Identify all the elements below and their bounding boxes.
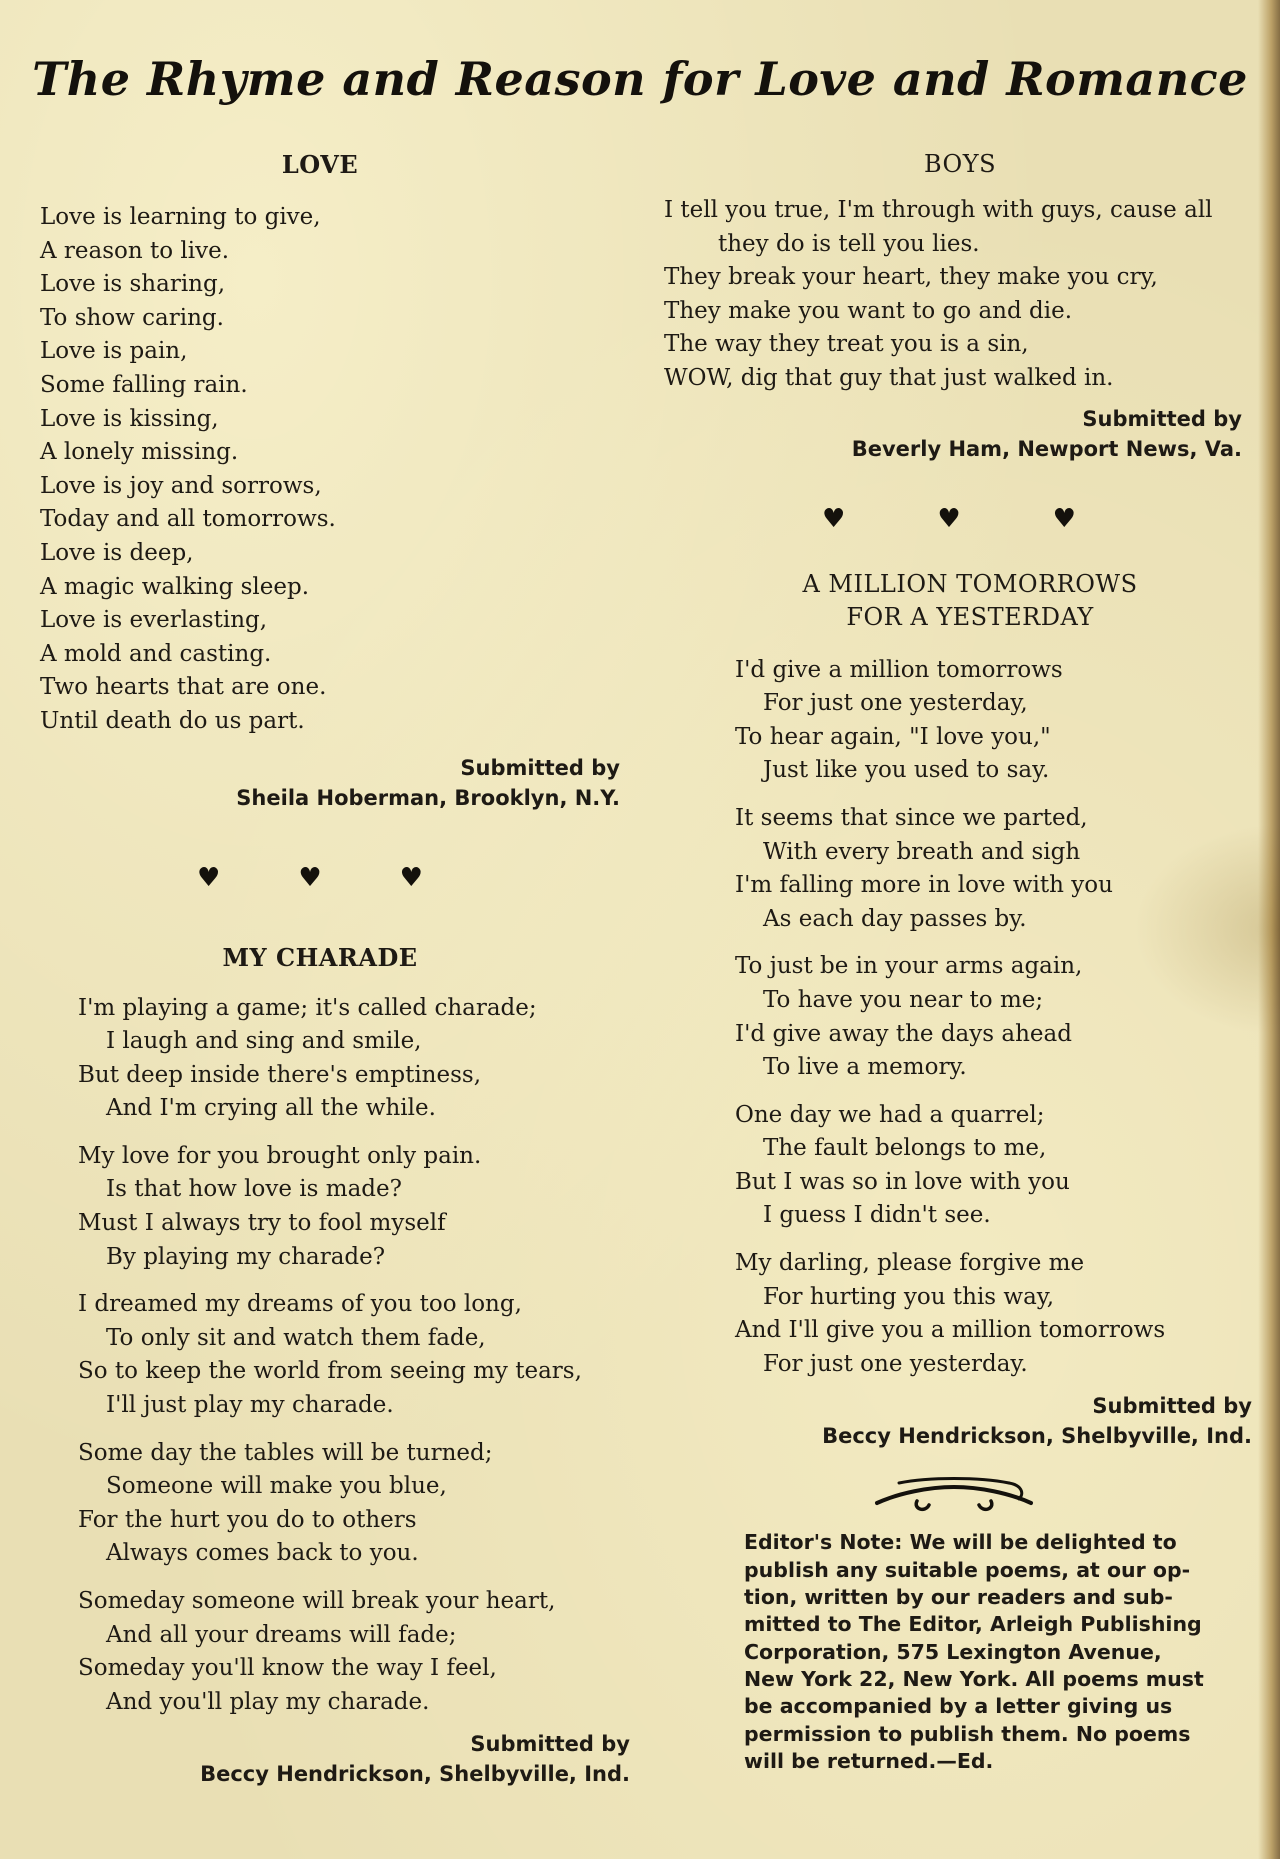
- stanza: [78, 1140, 630, 1274]
- poem-line: With every breath and sigh: [763, 838, 1081, 865]
- poem-lines-boys: [664, 194, 1260, 396]
- poem-line: Someday someone will break your heart,: [78, 1588, 556, 1614]
- right-column: [660, 150, 1260, 1775]
- poem-line: By playing my charade?: [106, 1243, 386, 1270]
- heart-icon: ♥: [822, 503, 846, 534]
- poem-line: Love is pain,: [40, 338, 188, 365]
- poem-line: They make you want to go and die.: [664, 297, 1073, 324]
- editor-note-line: permission to publish them. No poems: [744, 1721, 1191, 1746]
- scroll-ornament-icon: [869, 1473, 1039, 1519]
- stanza: [735, 802, 1260, 936]
- submitted-by-label: Submitted by: [470, 1732, 630, 1757]
- poem-line: I'm playing a game; it's called charade;: [78, 994, 537, 1021]
- poem-love: [40, 150, 630, 813]
- poem-line: To only sit and watch them fade,: [106, 1324, 486, 1351]
- poem-line: To live a memory.: [763, 1054, 967, 1081]
- poem-line: A reason to live.: [40, 237, 230, 264]
- poem-body-my-charade: [78, 992, 630, 1720]
- poem-line: Love is everlasting,: [40, 607, 268, 634]
- poem-line: Two hearts that are one.: [40, 674, 327, 701]
- poem-line: I'd give a million tomorrows: [735, 656, 1063, 683]
- poem-line: And I'll give you a million tomorrows: [735, 1317, 1166, 1344]
- author-name: Beccy Hendrickson, Shelbyville, Ind.: [822, 1424, 1252, 1449]
- submitted-by-label: Submitted by: [1092, 1394, 1252, 1419]
- ornament-divider: [648, 1473, 1260, 1519]
- editor-note-line: publish any suitable poems, at our op-: [744, 1557, 1191, 1582]
- submission-credit: [660, 404, 1242, 464]
- poem-line: It seems that since we parted,: [735, 804, 1088, 831]
- poem-line: To hear again, "I love you,": [735, 723, 1051, 750]
- poem-line: And you'll play my charade.: [106, 1688, 430, 1715]
- poem-line: Today and all tomorrows.: [40, 506, 336, 533]
- editor-note-line: Corporation, 575 Lexington Avenue,: [744, 1639, 1162, 1664]
- poem-line: Someday you'll know the way I feel,: [78, 1655, 497, 1682]
- heart-icon: ♥: [937, 503, 961, 534]
- poem-line: A mold and casting.: [40, 640, 272, 667]
- poem-line: But I was so in love with you: [735, 1168, 1070, 1195]
- stanza: [78, 992, 630, 1126]
- left-column: [40, 150, 630, 1789]
- poem-line: To show caring.: [40, 304, 224, 331]
- poem-line: Always comes back to you.: [106, 1540, 419, 1567]
- poem-line: I guess I didn't see.: [763, 1202, 991, 1229]
- poem-line: For hurting you this way,: [763, 1283, 1055, 1310]
- author-name: Sheila Hoberman, Brooklyn, N.Y.: [236, 785, 620, 810]
- stanza: [735, 950, 1260, 1084]
- poem-million-tomorrows: [660, 568, 1260, 1452]
- submitted-by-label: Submitted by: [1082, 406, 1242, 431]
- stanza: [735, 654, 1260, 788]
- poem-line: Love is joy and sorrows,: [40, 472, 322, 499]
- poem-boys: [660, 150, 1260, 464]
- poem-body-million-tomorrows: [735, 654, 1260, 1382]
- author-name: Beverly Ham, Newport News, Va.: [851, 436, 1242, 461]
- poem-line: Someone will make you blue,: [106, 1473, 447, 1500]
- poem-line: I'll just play my charade.: [106, 1392, 394, 1419]
- poem-line: Some day the tables will be turned;: [78, 1439, 493, 1466]
- stanza: [735, 1099, 1260, 1233]
- poem-line: I dreamed my dreams of you too long,: [78, 1291, 522, 1318]
- page-edge-shadow: [1258, 0, 1280, 1859]
- poem-title-line: FOR A YESTERDAY: [846, 602, 1094, 631]
- poem-title-my-charade: MY CHARADE: [222, 942, 418, 972]
- poem-line: Must I always try to fool myself: [78, 1210, 446, 1237]
- poem-line: To have you near to me;: [763, 986, 1044, 1013]
- poem-line: And I'm crying all the while.: [106, 1095, 436, 1122]
- heart-icon: ♥: [1052, 503, 1076, 534]
- heart-icon: ♥: [298, 862, 322, 893]
- page-title: The Rhyme and Reason for Love and Romance: [32, 52, 1248, 106]
- poem-line: Love is deep,: [40, 539, 194, 566]
- submission-credit: [660, 1391, 1252, 1451]
- heart-icon: ♥: [197, 862, 221, 893]
- poem-line: Some falling rain.: [40, 371, 248, 398]
- poem-lines-love: [40, 201, 630, 739]
- heart-divider: [0, 863, 630, 893]
- poem-line: For just one yesterday,: [763, 690, 1028, 717]
- poem-line: Is that how love is made?: [106, 1176, 402, 1203]
- editor-note-line: New York 22, New York. All poems must: [744, 1666, 1204, 1691]
- author-name: Beccy Hendrickson, Shelbyville, Ind.: [200, 1762, 630, 1787]
- poem-line: For the hurt you do to others: [78, 1506, 417, 1533]
- submission-credit: [40, 753, 620, 813]
- poem-title-love: LOVE: [281, 150, 359, 179]
- submitted-by-label: Submitted by: [460, 755, 620, 780]
- poem-line: they do is tell you lies.: [718, 230, 980, 257]
- stanza: [78, 1437, 630, 1571]
- poem-line: I laugh and sing and smile,: [106, 1028, 422, 1055]
- poem-line: So to keep the world from seeing my tears,: [78, 1358, 582, 1385]
- poem-line: The fault belongs to me,: [763, 1135, 1047, 1162]
- poem-line: One day we had a quarrel;: [735, 1101, 1045, 1128]
- poem-line: Just like you used to say.: [763, 757, 1050, 784]
- poem-line: Love is kissing,: [40, 405, 219, 432]
- poem-line: A magic walking sleep.: [40, 573, 310, 600]
- poem-line: WOW, dig that guy that just walked in.: [664, 364, 1114, 391]
- poem-line: And all your dreams will fade;: [106, 1621, 457, 1648]
- poem-line: Until death do us part.: [40, 707, 305, 734]
- poem-line: For just one yesterday.: [763, 1350, 1028, 1377]
- poem-my-charade: [40, 943, 630, 1790]
- poem-line: I'd give away the days ahead: [735, 1020, 1072, 1047]
- poem-line: My darling, please forgive me: [735, 1250, 1085, 1277]
- editor-note-line: will be returned.—Ed.: [744, 1748, 994, 1773]
- submission-credit: [40, 1729, 630, 1789]
- editor-note: [744, 1529, 1206, 1775]
- poem-title-million-tomorrows: [680, 568, 1260, 634]
- poem-line: But deep inside there's emptiness,: [78, 1061, 482, 1088]
- heart-icon: ♥: [399, 862, 423, 893]
- poem-line: They break your heart, they make you cry,: [664, 264, 1158, 291]
- poem-title-boys: BOYS: [923, 150, 997, 178]
- poem-line: A lonely missing.: [40, 439, 239, 466]
- editor-note-line: Editor's Note: We will be delighted to: [744, 1530, 1177, 1555]
- poem-title-line: A MILLION TOMORROWS: [802, 569, 1138, 598]
- poem-line: Love is sharing,: [40, 271, 226, 298]
- poem-line: My love for you brought only pain.: [78, 1142, 482, 1169]
- poem-line: I tell you true, I'm through with guys, cause all: [664, 197, 1213, 223]
- editor-note-line: tion, written by our readers and sub-: [744, 1585, 1173, 1610]
- poem-line: Love is learning to give,: [40, 204, 321, 230]
- editor-note-line: be accompanied by a letter giving us: [744, 1694, 1173, 1719]
- heart-divider: [638, 504, 1260, 534]
- poem-line: As each day passes by.: [763, 905, 1027, 932]
- editor-note-line: mitted to The Editor, Arleigh Publishing: [744, 1612, 1202, 1637]
- stanza: [78, 1585, 630, 1719]
- poem-line: The way they treat you is a sin,: [664, 331, 1029, 358]
- poem-line: I'm falling more in love with you: [735, 872, 1113, 899]
- stanza: [735, 1247, 1260, 1381]
- poem-line: To just be in your arms again,: [735, 953, 1083, 980]
- stanza: [78, 1288, 630, 1422]
